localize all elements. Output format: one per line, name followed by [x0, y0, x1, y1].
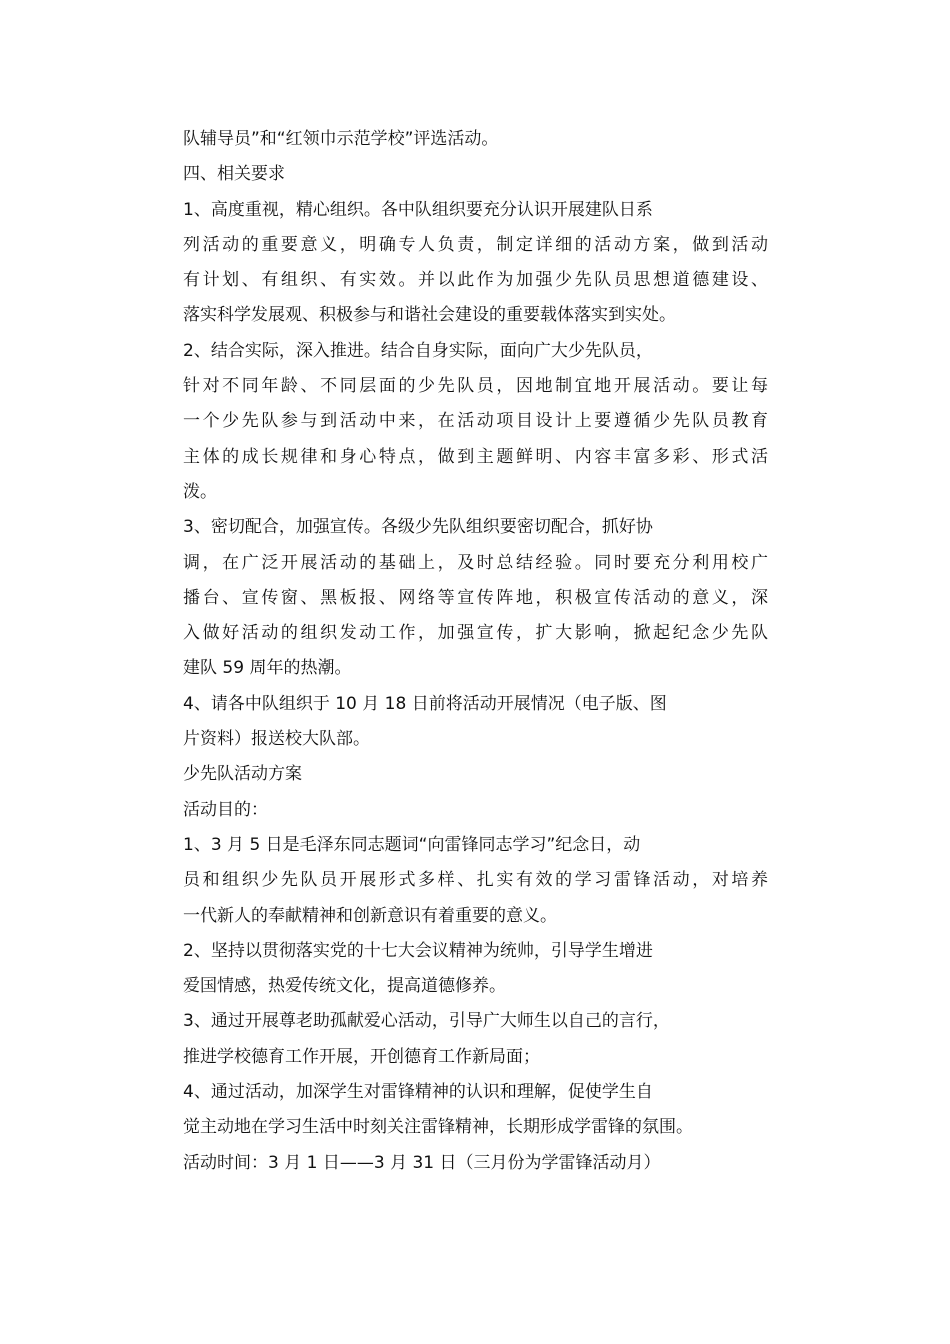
text-line: 3、密切配合，加强宣传。各级少先队组织要密切配合，抓好协: [183, 517, 653, 538]
text-line: 1、高度重视，精心组织。各中队组织要充分认识开展建队日系: [183, 199, 653, 220]
text-line: 入做好活动的组织发动工作，加强宣传，扩大影响，掀起纪念少先队: [183, 623, 768, 644]
text-line: 建队 59 周年的热潮。: [183, 658, 352, 679]
text-line: 片资料）报送校大队部。: [183, 729, 370, 750]
text-line: 活动时间：3 月 1 日——3 月 31 日（三月份为学雷锋活动月）: [183, 1152, 661, 1173]
section-heading: 少先队活动方案: [183, 764, 302, 785]
text-line: 主体的成长规律和身心特点，做到主题鲜明、内容丰富多彩、形式活: [183, 446, 768, 467]
text-line: 一个少先队参与到活动中来，在活动项目设计上要遵循少先队员教育: [183, 411, 768, 432]
text-line: 4、通过活动，加深学生对雷锋精神的认识和理解，促使学生自: [183, 1082, 653, 1103]
text-line: 4、请各中队组织于 10 月 18 日前将活动开展情况（电子版、图: [183, 693, 667, 714]
text-line: 觉主动地在学习生活中时刻关注雷锋精神，长期形成学雷锋的氛围。: [183, 1117, 693, 1138]
text-line: 调，在广泛开展活动的基础上，及时总结经验。同时要充分利用校广: [183, 552, 768, 573]
section-heading: 活动目的：: [183, 799, 268, 820]
document-body: [183, 122, 768, 1181]
text-line: 爱国情感，热爱传统文化，提高道德修养。: [183, 976, 506, 997]
text-line: 队辅导员”和“红领巾示范学校”评选活动。: [183, 129, 499, 149]
text-line: 2、结合实际，深入推进。结合自身实际，面向广大少先队员，: [183, 340, 653, 361]
text-line: 推进学校德育工作开展，开创德育工作新局面；: [183, 1046, 540, 1067]
text-line: 2、坚持以贯彻落实党的十七大会议精神为统帅，引导学生增进: [183, 940, 653, 961]
section-heading: 四、相关要求: [183, 164, 285, 185]
text-line: 员和组织少先队员开展形式多样、扎实有效的学习雷锋活动，对培养: [183, 870, 768, 891]
text-line: 播台、宣传窗、黑板报、网络等宣传阵地，积极宣传活动的意义，深: [183, 587, 768, 608]
text-line: 列活动的重要意义，明确专人负责，制定详细的活动方案，做到活动: [183, 234, 768, 255]
text-line: 1、3 月 5 日是毛泽东同志题词“向雷锋同志学习”纪念日，动: [183, 834, 641, 855]
text-line: 泼。: [183, 481, 217, 502]
text-line: 有计划、有组织、有实效。并以此作为加强少先队员思想道德建设、: [183, 270, 768, 291]
text-line: 3、通过开展尊老助孤献爱心活动，引导广大师生以自己的言行，: [183, 1011, 670, 1032]
text-line: 针对不同年龄、不同层面的少先队员，因地制宜地开展活动。要让每: [183, 376, 768, 397]
text-line: 落实科学发展观、积极参与和谐社会建设的重要载体落实到实处。: [183, 305, 676, 326]
text-line: 一代新人的奉献精神和创新意识有着重要的意义。: [183, 905, 557, 926]
